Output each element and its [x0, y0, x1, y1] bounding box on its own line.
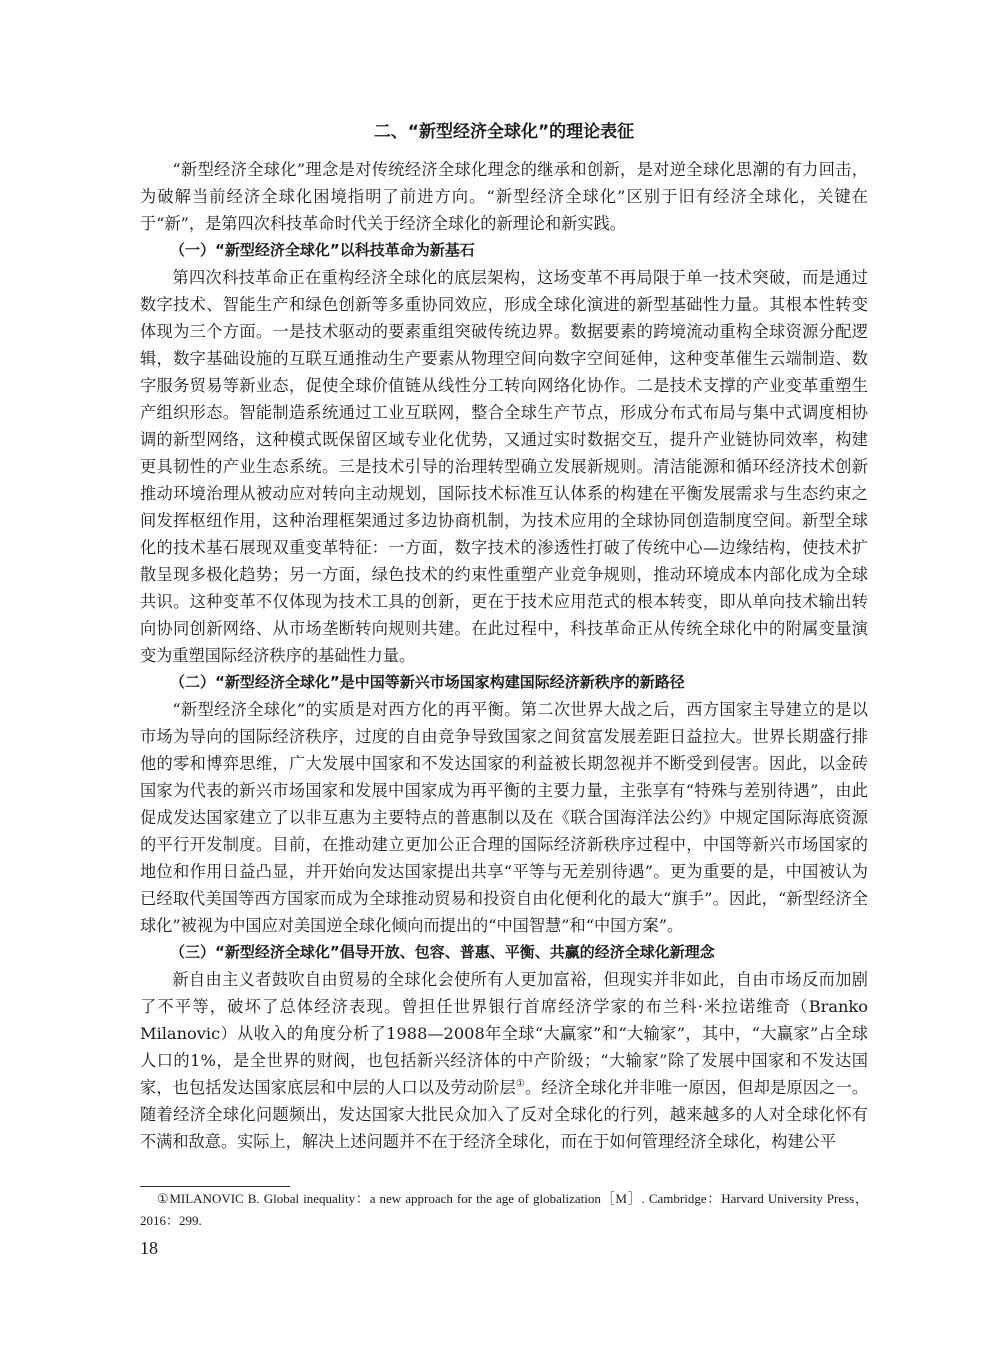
subsection-heading-1: （一）“新型经济全球化”以科技革命为新基石 — [170, 241, 475, 259]
footnote-divider — [140, 1186, 290, 1187]
section-title: 二、“新型经济全球化”的理论表征 — [373, 122, 635, 142]
paragraph-text-after-note: 。经济全球化并非唯一原因，但却是原因之一。随着经济全球化问题频出，发达国家大批民众加入了反对全球化的行列，越来越多的人对全球化怀有不满和敌意。实际上，解决上述问题并不在于经济全球化，而在于如何管理经济全球化，构建公平 — [140, 1078, 869, 1151]
footnote: ①MILANOVIC B. Global inequality：a new approach for the age of globalization［M］. Cambridge：Harvard University Press，2016：299. — [140, 1191, 868, 1228]
page-number: 18 — [140, 1238, 158, 1258]
footnote-marker: ① — [515, 1078, 525, 1090]
subsection-heading-2: （二）“新型经济全球化”是中国等新兴市场国家构建国际经济新秩序的新路径 — [170, 673, 685, 691]
intro-paragraph: “新型经济全球化”理念是对传统经济全球化理念的继承和创新，是对逆全球化思潮的有力回击，为破解当前经济全球化困境指明了前进方向。“新型经济全球化”区别于旧有经济全球化，关键在于“新”，是第四次科技革命时代关于经济全球化的新理论和新实践。 — [140, 160, 868, 233]
subsection-paragraph-3 — [140, 966, 868, 1155]
page-body — [140, 118, 868, 1155]
subsection-paragraph-1: 第四次科技革命正在重构经济全球化的底层架构，这场变革不再局限于单一技术突破，而是通过数字技术、智能生产和绿色创新等多重协同效应，形成全球化演进的新型基础性力量。其根本性转变体现为三个方面。一是技术驱动的要素重组突破传统边界。数据要素的跨境流动重构全球资源分配逻辑，数字基础设施的互联互通推动生产要素从物理空间向数字空间延伸，这种变革催生云端制造、数字服务贸易等新业态，促使全球价值链从线性分工转向网络化协作。二是技术支撑的产业变革重塑生产组织形态。智能制造系统通过工业互联网，整合全球生产节点，形成分布式布局与集中式调度相协调的新型网络，这种模式既保留区域专业化优势，又通过实时数据交互，提升产业链协同效率，构建更具韧性的产业生态系统。三是技术引导的治理转型确立发展新规则。清洁能源和循环经济技术创新推动环境治理从被动应对转向主动规划，国际技术标准互认体系的构建在平衡发展需求与生态约束之间发挥枢纽作用，这种治理框架通过多边协商机制，为技术应用的全球协同创造制度空间。新型全球化的技术基石展现双重变革特征：一方面，数字技术的渗透性打破了传统中心—边缘结构，使技术扩散呈现多极化趋势；另一方面，绿色技术的约束性重塑产业竞争规则，推动环境成本内部化成为全球共识。这种变革不仅体现为技术工具的创新，更在于技术应用范式的根本转变，即从单向技术输出转向协同创新网络、从市场垄断转向规则共建。在此过程中，科技革命正从传统全球化中的附属变量演变为重塑国际经济秩序的基础性力量。 — [140, 268, 868, 665]
paragraph-text-before-note: 新自由主义者鼓吹自由贸易的全球化会使所有人更加富裕，但现实并非如此，自由市场反而加剧了不平等，破坏了总体经济表现。曾担任世界银行首席经济学家的布兰科·米拉诺维奇（Branko Milanovic）从收入的角度分析了1988—2008年全球“大赢家”和“大输家”，其中，“大赢家”占全球人口的1%，是全世界的财阀，也包括新兴经济体的中产阶级；“大输家”除了发展中国家和不发达国家，也包括发达国家底层和中层的人口以及劳动阶层 — [140, 970, 868, 1097]
subsection-paragraph-2: “新型经济全球化”的实质是对西方化的再平衡。第二次世界大战之后，西方国家主导建立的是以市场为导向的国际经济秩序，过度的自由竞争导致国家之间贫富发展差距日益拉大。世界长期盛行排他的零和博弈思维，广大发展中国家和不发达国家的利益被长期忽视并不断受到侵害。因此，以金砖国家为代表的新兴市场国家和发展中国家成为再平衡的主要力量，主张享有“特殊与差别待遇”，由此促成发达国家建立了以非互惠为主要特点的普惠制以及在《联合国海洋法公约》中规定国际海底资源的平行开发制度。目前，在推动建立更加公正合理的国际经济新秩序过程中，中国等新兴市场国家的地位和作用日益凸显，并开始向发达国家提出共享“平等与无差别待遇”。更为重要的是，中国被认为已经取代美国等西方国家而成为全球推动贸易和投资自由化便利化的最大“旗手”。因此，“新型经济全球化”被视为中国应对美国逆全球化倾向而提出的“中国智慧”和“中国方案”。 — [140, 700, 868, 935]
subsection-heading-3: （三）“新型经济全球化”倡导开放、包容、普惠、平衡、共赢的经济全球化新理念 — [170, 943, 715, 961]
